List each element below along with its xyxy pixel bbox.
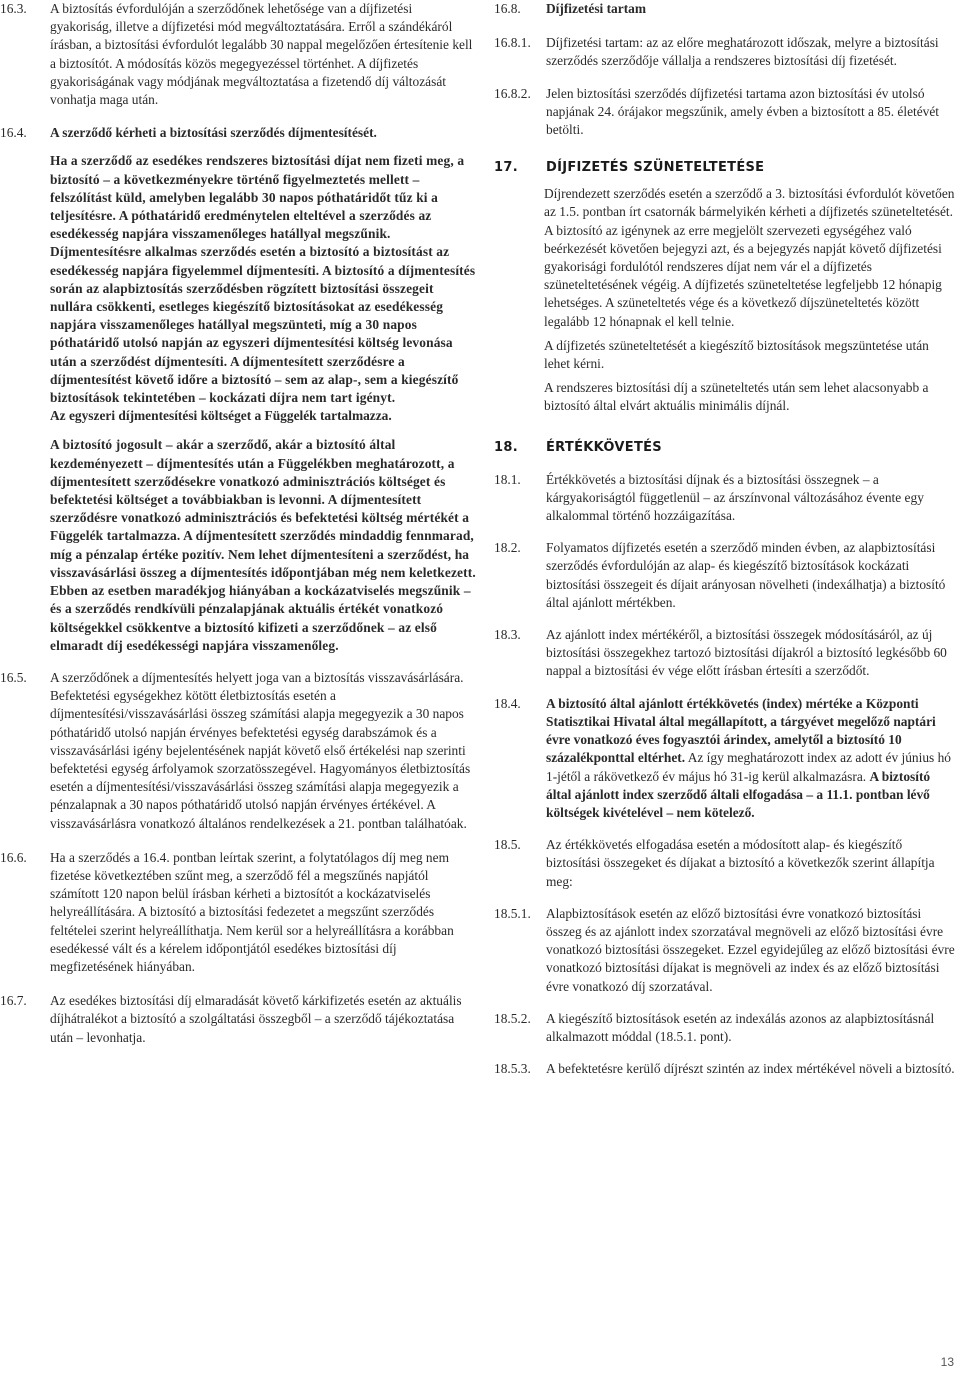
- index-rule-bold: A biztosító által ajánlott értékkövetés (index) mértéke a Központi Statisztikai Hivatal által megállapított, a tárgyévet megelőző naptári évre vonatkozó éves fogyasztói árindex, amelytől a biztosító 10 százalékponttal eltérhet.: [546, 695, 936, 766]
- section-number: 16.3.: [0, 1, 27, 16]
- section-16-5: [0, 669, 476, 833]
- section-number: 18.1.: [494, 471, 521, 487]
- section-number: 18.4.: [494, 695, 521, 711]
- section-text: A befektetésre kerülő díjrészt szintén az index mértékével növeli a biztosító.: [546, 1061, 955, 1077]
- section-number: 18.5.: [494, 837, 521, 853]
- section-18-5-2: [494, 1010, 956, 1046]
- chapter-18-heading: [494, 440, 956, 455]
- section-number: 18.2.: [494, 540, 521, 556]
- chapter-17-body: [494, 185, 956, 415]
- section-16-8-1: [494, 34, 956, 70]
- section-text: Az értékkövetés elfogadása esetén a módosított alap- és kiegészítő biztosítási összegeket és díjakat a biztosító a következők szerint állapítja meg:: [546, 837, 935, 889]
- chapter-number: 17.: [494, 160, 518, 176]
- section-18-1: [494, 471, 956, 526]
- paragraph: Ha a szerződő az esedékes rendszeres biztosítási díjat nem fizeti meg, a biztosító – a következményekre történő figyelmeztetés mellett – felszólítást küld, amelyben legalább 30 napos póthatáridőt tűz ki a teljesítésre. A póthatáridő eredménytelen elteltével a szerződés az esedékesség napjára visszamenőleges hatállyal megszűnik. Díjmentesítésre alkalmas szerződés esetén a biztosító a biztosítást az esedékesség napjára figyelemmel díjmentesíti. A biztosító a díjmentesítés során az alapbiztosítás szerződésben rögzített biztosítási összegeit nullára csökkenti, esetleges kiegészítő biztosításokat az esedékesség napjára visszamenőleges hatállyal megszünteti, míg a 30 napos póthatáridő utolsó napján az egyszeri díjmentesítési költség levonása után a szerződést díjmentesíti. A díjmentesített szerződésre a díjmentesítést követő időre a biztosító – sem az alap-, sem a kiegészítő biztosítások tekintetében – kockázati díjra nem tart igényt.: [50, 153, 476, 406]
- section-text: Folyamatos díjfizetés esetén a szerződő minden évben, az alapbiztosítási szerződés évfordulóján az alap- és kiegészítő biztosítások kockázati biztosítási összegeit és díjait arányosan növelheti (indexálhatja) a biztosító által ajánlott mértékben.: [546, 540, 946, 610]
- right-column: [494, 0, 956, 1078]
- section-text: Ha a szerződés a 16.4. pontban leírtak szerint, a folytatólagos díj meg nem fizetése következtében szűnt meg, a szerződő fél a megszűnés napjától számított 120 napon belül írásban kérheti a biztosítót a kockázatviselés helyreállítására. A biztosító a biztosítási fedezetet a megszűnt szerződés feltételei szerint helyreállíthatja. Nem kerül sor a helyreállításra a korábban esedékessé vált és a kérelem időpontjától esedékes biztosítási díj megfizetésének hiányában.: [50, 849, 454, 974]
- section-text: A biztosítás évfordulóján a szerződőnek lehetősége van a díjfizetési gyakoriság, illetve a díjfizetési mód megváltoztatására. Erről a szándékáról írásban, a biztosítási évfordulót legalább 30 nappal megelőzően értesítenie kell a biztosítót. A módosítás közös megegyezéssel történhet. A díjfizetés gyakoriságának vagy módjának megváltoztatása a fizetendő díj változását vonhatja maga után.: [50, 1, 473, 108]
- section-18-3: [494, 626, 956, 681]
- section-16-8-2: [494, 85, 956, 140]
- section-16-8: [494, 0, 956, 18]
- section-text: A kiegészítő biztosítások esetén az indexálás azonos az alapbiztosításnál alkalmazott móddal (18.5.1. pont).: [546, 1010, 935, 1044]
- section-number: 16.4.: [0, 125, 27, 141]
- index-application-text: Az így meghatározott index az adott év június hó 1-jétől a rákövetkező év május hó 31-ig kerül alkalmazásra.: [546, 750, 951, 784]
- section-16-7: [0, 992, 476, 1047]
- section-number: 18.5.3.: [494, 1061, 531, 1077]
- section-text: Alapbiztosítások esetén az előző biztosítási évre vonatkozó biztosítási összeg és az ajánlott index szorzatával megnöveli az előző biztosítási évre vonatkozó biztosítási összegeket. Ezzel egyidejűleg az előző biztosítási évre vonatkozó biztosítási díjakat is megnöveli az index és az előző biztosítási évre vonatkozó díj szorzatával.: [546, 905, 955, 994]
- section-title: A szerződő kérheti a biztosítási szerződés díjmentesítését.: [50, 125, 377, 141]
- section-number: 16.6.: [0, 849, 27, 865]
- paragraph: Az egyszeri díjmentesítési költséget a Függelék tartalmazza.: [50, 408, 392, 424]
- section-18-4: [494, 695, 956, 822]
- chapter-17-heading: [494, 160, 956, 175]
- section-text: Díjfizetési tartam: az az előre meghatározott időszak, melyre a biztosítási szerződés szerződője vállalja a rendszeres biztosítási díj fizetését.: [546, 35, 939, 69]
- page-number: 13: [940, 1355, 954, 1369]
- section-number: 18.3.: [494, 627, 521, 643]
- chapter-number: 18.: [494, 439, 518, 455]
- paragraph: A biztosító jogosult – akár a szerződő, akár a biztosító által kezdeményezett – díjmentesítés után a Függelékben meghatározott, a díjmentesített szerződésekre vonatkozó adminisztrációs költséget és befektetési költséget a továbbiakban is levonni. A díjmentesített szerződésre vonatkozó adminisztrációs és befektetési költség mértékét a Függelék tartalmazza. A díjmentesített szerződés mindaddig fennmarad, míg a pénzalap értéke pozitív. Nem lehet díjmentesíteni a szerződést, ha visszavásárlási összeg a díjmentesítés időpontjában még nem keletkezett. Ebben az esetben maradékjog hiányában a kockázatviselés megszűnik – és a szerződés rendkívüli pénzalapjának aktuális értékét vonatkozó költségekkel csökkentve a biztosító kifizeti a szerződőnek – az első elmaradt díj esedékességi napjára visszamenőleg.: [50, 437, 476, 653]
- section-number: 18.5.2.: [494, 1010, 531, 1026]
- section-number: 16.8.: [494, 1, 521, 16]
- section-text: Az ajánlott index mértékéről, a biztosítási összegek módosításáról, az új biztosítási összegekhez tartozó biztosítási díjakról a biztosító legkésőbb 60 nappal a biztosítási év vége előtt írásban értesíti a szerződőt.: [546, 627, 947, 679]
- section-16-3: [0, 0, 476, 109]
- section-text: Jelen biztosítási szerződés díjfizetési tartama azon biztosítási év utolsó napjának 24. órájakor megszűnik, amely évben a biztosított a 85. életévét betölti.: [546, 85, 940, 138]
- section-18-2: [494, 539, 956, 612]
- section-18-5-3: [494, 1060, 956, 1078]
- section-number: 16.8.2.: [494, 85, 531, 101]
- section-title: Díjfizetési tartam: [546, 1, 647, 16]
- section-number: 18.5.1.: [494, 905, 531, 921]
- index-acceptance-bold: A biztosító által ajánlott index szerződő általi elfogadása – a 11.1. pontban lévő költségek kivételével – nem kötelező.: [546, 768, 931, 820]
- section-text: Értékkövetés a biztosítási díjnak és a biztosítási összegnek – a kárgyakoriságtól függetlenül – az árszínvonal változásához évente egy alkalommal történő hozzáigazítása.: [546, 471, 924, 524]
- section-text: Az esedékes biztosítási díj elmaradását követő kárkifizetés esetén az aktuális díjhátralékot a biztosító a szolgáltatási összegből – a szerződő tájékoztatása után – levonhatja.: [50, 993, 462, 1045]
- section-16-4-title: [0, 124, 476, 142]
- section-16-4-body: [0, 152, 476, 654]
- section-18-5: [494, 836, 956, 891]
- paragraph: A rendszeres biztosítási díj a szüneteltetés után sem lehet alacsonyabb a biztosító által elvárt aktuális minimális díjnál.: [544, 380, 929, 414]
- left-column: [0, 0, 476, 1047]
- section-number: 16.7.: [0, 993, 27, 1009]
- section-18-5-1: [494, 905, 956, 996]
- chapter-title: ÉRTÉKKÖVETÉS: [546, 439, 662, 455]
- paragraph: Díjrendezett szerződés esetén a szerződő a 3. biztosítási évfordulót követően az 1.5. pontban írt csatornák bármelyikén kérheti a díjfizetés szüneteltetését. A biztosító az igénynek az erre megjelölt szervezeti egységéhez való beérkezését követően bejegyzi azt, és a bejegyzés napját követő díjfizetési gyakorisági fordulótól rendszeres díjat nem vár el a díjfizetés szüneteltetésének végéig. A díjfizetés szüneteltetése legfeljebb 12 hónapig lehetséges. A szüneteltetés vége és a következő díjszüneteltetés között legalább 12 hónapnak el kell telnie.: [544, 186, 955, 329]
- section-16-6: [0, 849, 476, 976]
- section-text: A szerződőnek a díjmentesítés helyett joga van a biztosítás visszavásárlására. Befektetési egységekhez kötött életbiztosítás esetén a díjmentesítési/visszavásárlási összeg számítási alapja megegyezik a 30 napos póthatáridő utolsó napján érvényes befektetési egység darabszámok és a visszavásárlási igény bejelentésének napját követő első értékelési nap szerinti befektetési egység árfolyamok szorzatösszegével. Hagyományos életbiztosítás esetén a díjmentesítési/visszavásárlási összeg számítási alapja megegyezik a pénzalapnak a 30 napos póthatáridő utolsó napján érvényes értékével. A visszavásárlásra vonatkozó általános rendelkezések a 21. pontban találhatóak.: [50, 669, 471, 831]
- section-number: 16.5.: [0, 669, 27, 685]
- section-number: 16.8.1.: [494, 35, 531, 51]
- paragraph: A díjfizetés szüneteltetését a kiegészítő biztosítások megszüntetése után lehet kérni.: [544, 337, 929, 372]
- chapter-title: DÍJFIZETÉS SZÜNETELTETÉSE: [546, 160, 765, 176]
